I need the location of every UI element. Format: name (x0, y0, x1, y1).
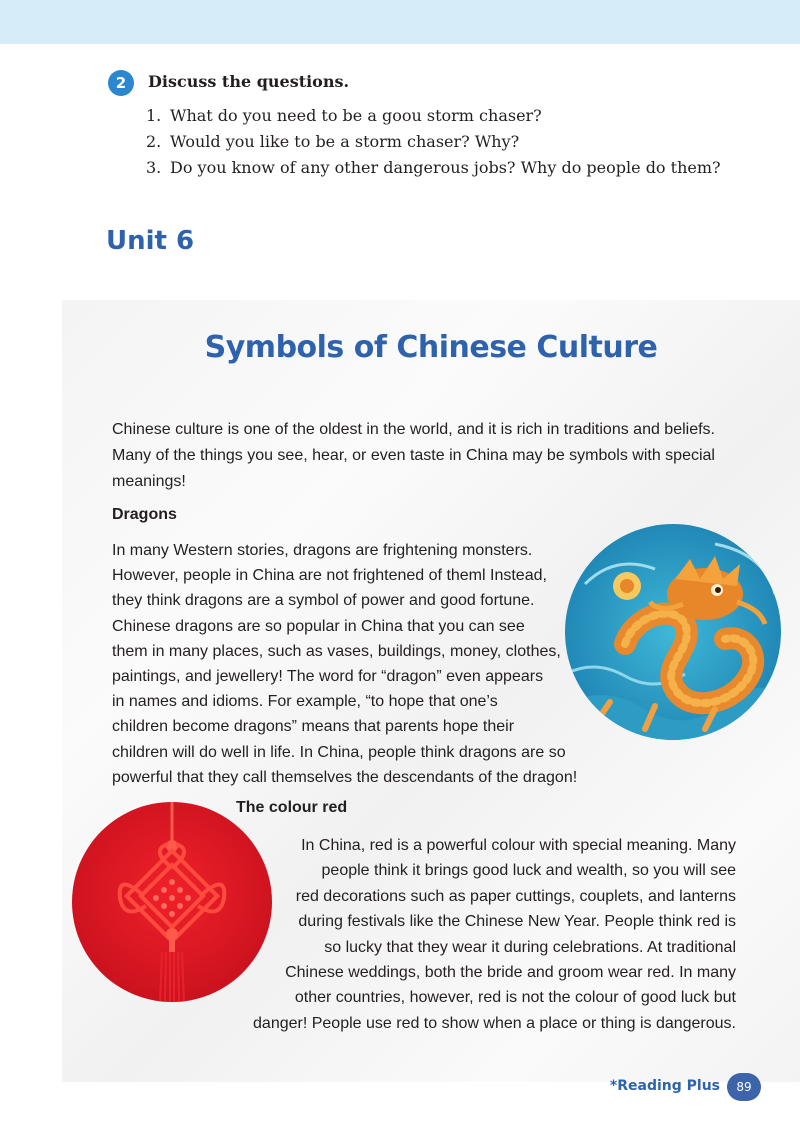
paragraph-line: people think it brings good luck and wealth, so you will see (321, 862, 736, 880)
dragons-heading: Dragons (112, 506, 177, 523)
paragraph-line: so lucky that they wear it during celebrations. At traditional (324, 938, 736, 956)
article-title: Symbols of Chinese Culture (204, 330, 658, 365)
top-color-band (0, 0, 800, 44)
colour-red-paragraph (230, 833, 736, 1036)
question-item (146, 129, 746, 155)
dragon-wall-image (565, 524, 781, 740)
section-label: *Reading Plus (609, 1078, 720, 1094)
paragraph-line: In China, red is a powerful colour with special meaning. Many (301, 837, 736, 854)
paragraph-line: However, people in China are not frightened of theml Instead, (112, 567, 547, 585)
question-item (146, 155, 746, 181)
paragraph-line: paintings, and jewellery! The word for “dragon” even appears (112, 668, 544, 686)
paragraph-line: powerful that they call themselves the descendants of the dragon! (112, 768, 578, 786)
question-text: Do you know of any other dangerous jobs? Why do people do them? (170, 158, 721, 177)
paragraph-line: in names and idioms. For example, “to hope that one’s (112, 693, 498, 711)
question-number: 3. (146, 158, 162, 177)
exercise-number-badge: 2 (108, 70, 134, 96)
paragraph-line: danger! People use red to show when a place or thing is dangerous. (253, 1014, 736, 1032)
paragraph-line: Chinese dragons are so popular in China that you can see (112, 617, 525, 635)
paragraph-line: other countries, however, red is not the colour of good luck but (294, 989, 736, 1007)
dragons-paragraph (112, 538, 602, 790)
unit-title: Unit 6 (106, 226, 195, 256)
question-list (146, 103, 746, 181)
paragraph-line: Chinese weddings, both the bride and groom wear red. In many (285, 964, 736, 982)
question-number: 1. (146, 106, 162, 125)
question-text: Would you like to be a storm chaser? Why? (170, 132, 520, 151)
question-item (146, 103, 746, 129)
paragraph-line: children will do well in life. In China, people think dragons are so (112, 743, 566, 761)
question-number: 2. (146, 132, 162, 151)
paragraph-line: during festivals like the Chinese New Year. People think red is (298, 913, 736, 931)
colour-red-heading: The colour red (236, 799, 348, 816)
paragraph-line: them in many places, such as vases, buildings, money, clothes, (112, 642, 561, 660)
question-text: What do you need to be a goou storm chaser? (170, 106, 542, 125)
page-number-badge: 89 (727, 1073, 761, 1101)
article-intro: Chinese culture is one of the oldest in the world, and it is rich in traditions and beliefs. Many of the things you see, hear, or even taste in China may be symbols with special meanings! (112, 421, 715, 490)
exercise-title: Discuss the questions. (148, 72, 350, 91)
paragraph-line: red decorations such as paper cuttings, couplets, and lanterns (295, 887, 736, 905)
paragraph-line: In many Western stories, dragons are frightening monsters. (112, 542, 533, 559)
paragraph-line: children become dragons” means that parents hope their (112, 718, 515, 736)
paragraph-line: they think dragons are a symbol of power and good fortune. (112, 592, 535, 610)
